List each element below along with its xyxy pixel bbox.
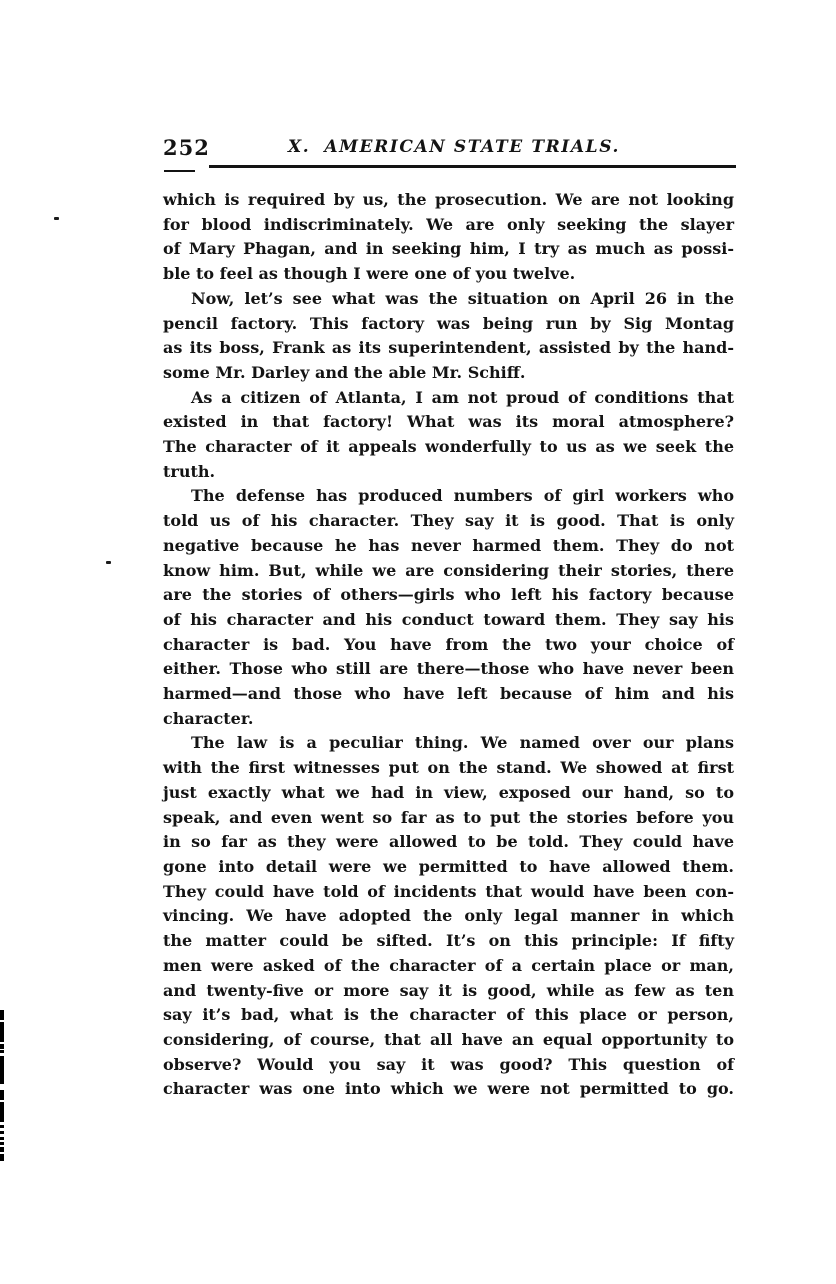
scan-edge-mark [0, 1056, 4, 1084]
text-line: character. [163, 708, 254, 728]
text-line: of Mary Phagan, and in seeking him, I try as much as possi- [163, 239, 734, 259]
scan-edge-mark [0, 1010, 4, 1020]
text-line: in so far as they were allowed to be told. They could have [163, 832, 734, 852]
scan-edge-mark [0, 1090, 4, 1100]
page-number-rule [164, 170, 195, 172]
text-line: existed in that factory! What was its moral atmosphere? [163, 412, 734, 432]
text-line: with the first witnesses put on the stand. We showed at first [163, 758, 734, 778]
scan-edge-mark [0, 1137, 4, 1140]
text-line: truth. [163, 461, 216, 481]
paragraph [163, 386, 734, 485]
paragraph [163, 287, 734, 386]
scan-edge-mark [0, 1102, 4, 1122]
text-line: as its boss, Frank as its superintendent, assisted by the hand- [163, 338, 734, 358]
text-line: for blood indiscriminately. We are only seeking the slayer [163, 214, 734, 234]
scan-edge-mark [0, 1044, 4, 1049]
scan-edge-mark [0, 1125, 4, 1128]
scan-edge-mark [0, 1022, 4, 1042]
text-line: observe? Would you say it was good? This question of [163, 1054, 734, 1074]
text-line: some Mr. Darley and the able Mr. Schiff. [163, 362, 526, 382]
running-header [288, 137, 620, 157]
text-line: told us of his character. They say it is good. That is only [163, 511, 734, 531]
scan-edge-mark [0, 1154, 4, 1161]
text-line: the matter could be sifted. It’s on this principle: If fifty [163, 931, 734, 951]
body-text [163, 188, 734, 1102]
running-title: AMERICAN STATE TRIALS. [324, 137, 620, 157]
paragraph [163, 188, 734, 287]
text-line: pencil factory. This factory was being run by Sig Montag [163, 313, 734, 333]
text-line: speak, and even went so far as to put the stories before you [163, 807, 734, 827]
scan-edge-mark [0, 1147, 4, 1152]
ink-spot [54, 217, 59, 220]
text-line: The defense has produced numbers of girl workers who [191, 486, 734, 506]
text-line: and twenty-five or more say it is good, while as few as ten [163, 980, 734, 1000]
paragraph [163, 484, 734, 731]
text-line: The character of it appeals wonderfully to us as we seek the [163, 437, 734, 457]
text-line: either. Those who still are there—those who have never been [163, 659, 734, 679]
text-line: harmed—and those who have left because of him and his [163, 684, 734, 704]
page-number: 252 [163, 135, 210, 160]
paragraph [163, 731, 734, 1102]
text-line: men were asked of the character of a certain place or man, [163, 955, 734, 975]
text-line: character was one into which we were not permitted to go. [163, 1079, 734, 1099]
scan-edge-mark [0, 1050, 4, 1053]
text-line: of his character and his conduct toward them. They say his [163, 609, 734, 629]
header-rule [209, 165, 736, 168]
text-line: As a citizen of Atlanta, I am not proud of conditions that [191, 387, 734, 407]
scan-edge-mark [0, 1142, 4, 1145]
text-line: negative because he has never harmed them. They do not [163, 535, 734, 555]
chapter-numeral: X. [288, 137, 311, 157]
text-line: They could have told of incidents that would have been con- [163, 881, 734, 901]
text-line: know him. But, while we are considering their stories, there [163, 560, 734, 580]
text-line: ble to feel as though I were one of you twelve. [163, 264, 576, 284]
text-line: Now, let’s see what was the situation on April 26 in the [191, 288, 734, 308]
text-line: The law is a peculiar thing. We named over our plans [191, 733, 734, 753]
text-line: gone into detail were we permitted to have allowed them. [163, 856, 734, 876]
text-line: are the stories of others—girls who left his factory because [163, 585, 734, 605]
text-line: vincing. We have adopted the only legal manner in which [163, 906, 734, 926]
ink-spot [106, 561, 111, 564]
text-line: just exactly what we had in view, exposed our hand, so to [163, 782, 734, 802]
text-line: say it’s bad, what is the character of this place or person, [163, 1005, 734, 1025]
text-line: which is required by us, the prosecution. We are not looking [163, 190, 734, 209]
text-line: character is bad. You have from the two your choice of [163, 634, 734, 654]
scan-edge-mark [0, 1131, 4, 1134]
text-line: considering, of course, that all have an equal opportunity to [163, 1029, 734, 1049]
